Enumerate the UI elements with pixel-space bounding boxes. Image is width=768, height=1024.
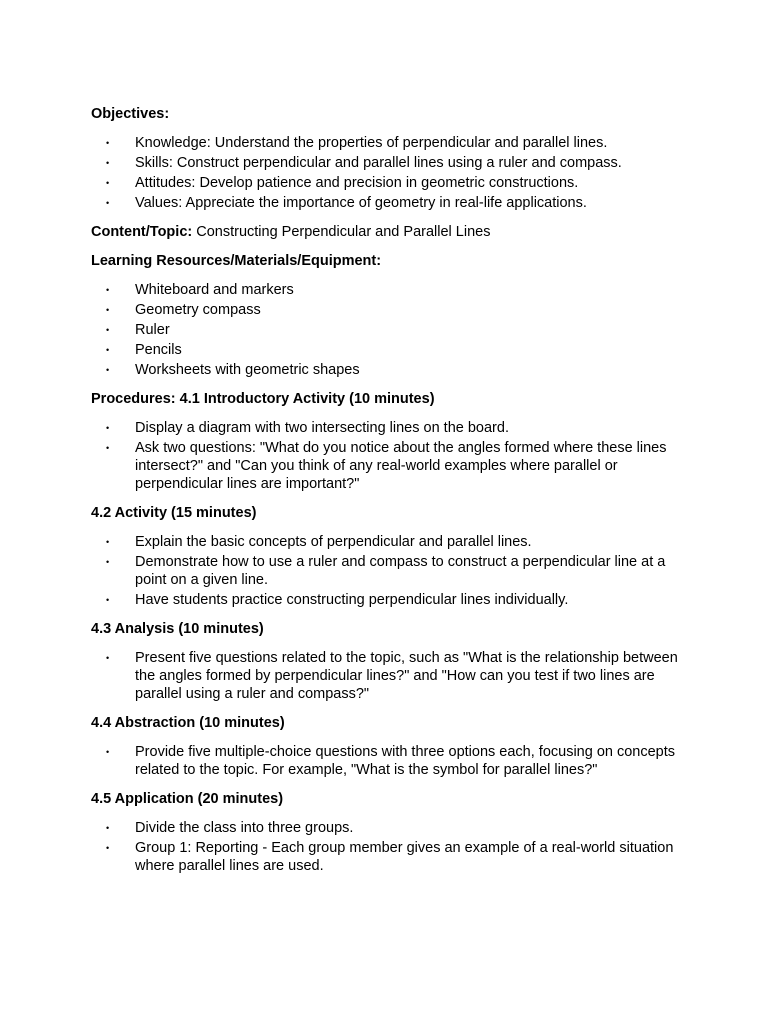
list-item-text: Knowledge: Understand the properties of perpendicular and parallel lines.	[135, 135, 608, 151]
bullet-icon: •	[106, 285, 110, 295]
procedure-heading-4-2: 4.2 Activity (15 minutes)	[91, 505, 257, 521]
procedure-list-4-3	[91, 649, 691, 703]
list-item	[91, 591, 685, 609]
list-item	[91, 281, 685, 299]
bullet-icon: •	[106, 557, 110, 567]
list-item	[91, 154, 685, 172]
content-topic-paragraph	[91, 223, 691, 241]
list-item-text: Display a diagram with two intersecting lines on the board.	[135, 420, 509, 436]
bullet-icon: •	[106, 747, 110, 757]
procedure-list-4-1	[91, 419, 691, 493]
bullet-icon: •	[106, 198, 110, 208]
list-item-text: Pencils	[135, 342, 182, 358]
list-item	[91, 649, 685, 703]
procedure-list-4-2	[91, 533, 691, 609]
bullet-icon: •	[106, 823, 110, 833]
list-item-text: Group 1: Reporting - Each group member gives an example of a real-world situation where parallel lines are used.	[135, 840, 674, 874]
list-item	[91, 341, 685, 359]
resources-list	[91, 281, 691, 379]
bullet-icon: •	[106, 365, 110, 375]
objectives-list	[91, 134, 691, 212]
list-item	[91, 321, 685, 339]
list-item-text: Values: Appreciate the importance of geometry in real-life applications.	[135, 195, 587, 211]
list-item-text: Demonstrate how to use a ruler and compass to construct a perpendicular line at a point on a given line.	[135, 554, 666, 588]
list-item	[91, 134, 685, 152]
list-item-text: Provide five multiple-choice questions with three options each, focusing on concepts related to the topic. For example, "What is the symbol for parallel lines?"	[135, 744, 676, 778]
list-item-text: Attitudes: Develop patience and precision in geometric constructions.	[135, 175, 579, 191]
list-item	[91, 419, 685, 437]
list-item-text: Explain the basic concepts of perpendicular and parallel lines.	[135, 534, 532, 550]
list-item-text: Present five questions related to the topic, such as "What is the relationship between the angles formed by perpendicular lines?" and "How can you test if two lines are parallel using a ruler and compass?"	[135, 650, 678, 702]
bullet-icon: •	[106, 423, 110, 433]
list-item-text: Ask two questions: "What do you notice about the angles formed where these lines intersect?" and "Can you think of any real-world examples where parallel or perpendicular lines are important?"	[135, 440, 667, 492]
procedure-heading-4-5: 4.5 Application (20 minutes)	[91, 791, 284, 807]
list-item-text: Geometry compass	[135, 302, 261, 318]
list-item	[91, 819, 685, 837]
list-item	[91, 743, 685, 779]
content-topic-label: Content/Topic:	[91, 224, 193, 240]
objectives-heading: Objectives:	[91, 106, 170, 122]
list-item	[91, 194, 685, 212]
bullet-icon: •	[106, 178, 110, 188]
bullet-icon: •	[106, 537, 110, 547]
list-item-text: Worksheets with geometric shapes	[135, 362, 360, 378]
resources-heading: Learning Resources/Materials/Equipment:	[91, 253, 382, 269]
bullet-icon: •	[106, 843, 110, 853]
list-item	[91, 839, 685, 875]
list-item	[91, 439, 685, 493]
procedure-heading-4-3: 4.3 Analysis (10 minutes)	[91, 621, 264, 637]
bullet-icon: •	[106, 325, 110, 335]
procedure-list-4-5	[91, 819, 691, 875]
procedure-heading-4-4: 4.4 Abstraction (10 minutes)	[91, 715, 285, 731]
list-item-text: Ruler	[135, 322, 170, 338]
procedure-list-4-4	[91, 743, 691, 779]
list-item-text: Have students practice constructing perpendicular lines individually.	[135, 592, 569, 608]
list-item-text: Whiteboard and markers	[135, 282, 294, 298]
list-item	[91, 553, 685, 589]
content-topic-value: Constructing Perpendicular and Parallel Lines	[192, 224, 491, 240]
list-item-text: Skills: Construct perpendicular and parallel lines using a ruler and compass.	[135, 155, 622, 171]
list-item	[91, 361, 685, 379]
bullet-icon: •	[106, 595, 110, 605]
bullet-icon: •	[106, 138, 110, 148]
bullet-icon: •	[106, 443, 110, 453]
list-item	[91, 174, 685, 192]
list-item	[91, 533, 685, 551]
bullet-icon: •	[106, 305, 110, 315]
procedure-heading-4-1: Procedures: 4.1 Introductory Activity (10 minutes)	[91, 391, 435, 407]
list-item	[91, 301, 685, 319]
bullet-icon: •	[106, 158, 110, 168]
document-page	[91, 105, 691, 886]
bullet-icon: •	[106, 653, 110, 663]
bullet-icon: •	[106, 345, 110, 355]
list-item-text: Divide the class into three groups.	[135, 820, 354, 836]
